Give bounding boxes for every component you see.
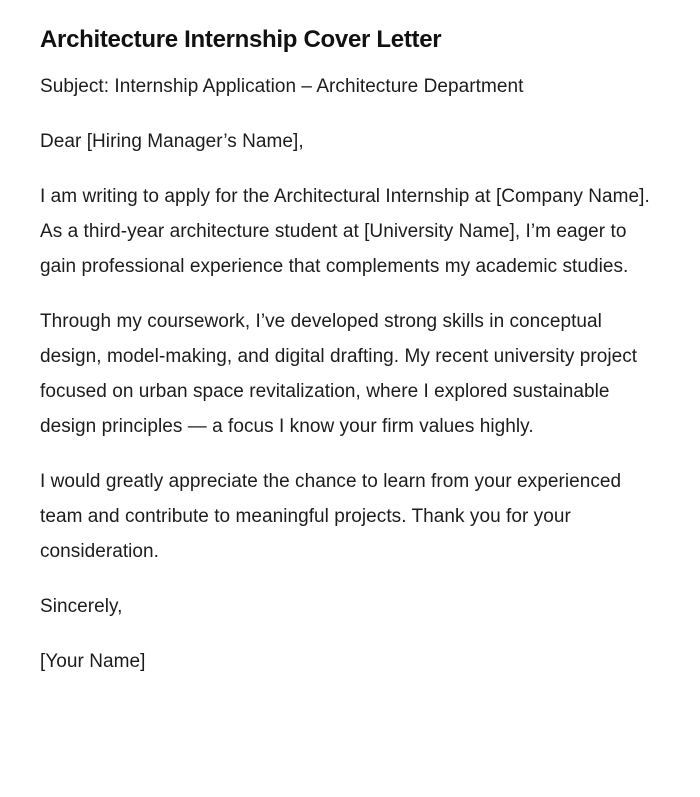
body-paragraph-closing: I would greatly appreciate the chance to learn from your experienced team and contribute to meaningful projects. Thank you for your consideration. [40, 471, 622, 562]
document-title: Architecture Internship Cover Letter [40, 26, 442, 53]
body-paragraph-skills: Through my coursework, I’ve developed strong skills in conceptual design, model-making, and digital drafting. My recent university project focused on urban space revitalization, where I explored sustainable design principles — a focus I know your firm values highly. [40, 311, 638, 437]
signature-name: [Your Name] [40, 651, 146, 672]
closing-line: Sincerely, [40, 596, 123, 617]
salutation: Dear [Hiring Manager’s Name], [40, 131, 304, 152]
subject-line: Subject: Internship Application – Architecture Department [40, 76, 524, 97]
body-paragraph-intro: I am writing to apply for the Architectural Internship at [Company Name]. As a third-year architecture student at [University Name], I’m eager to gain professional experience that complements my academic studies. [40, 186, 650, 277]
cover-letter-document [40, 24, 660, 699]
